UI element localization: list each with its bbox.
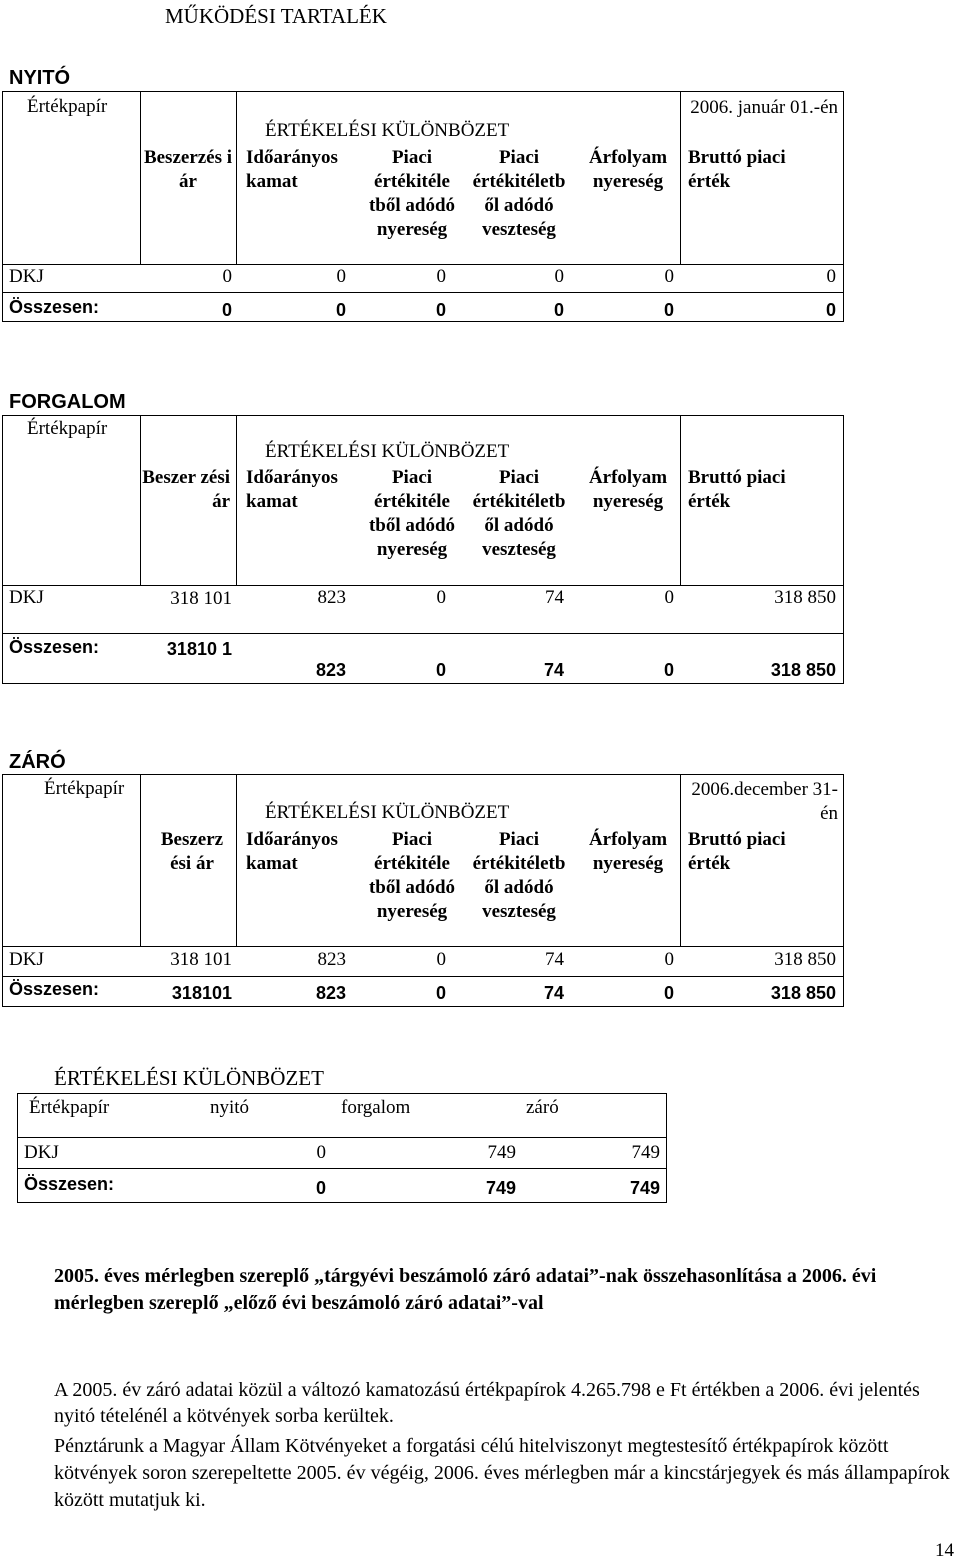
row-label: DKJ <box>9 587 44 608</box>
forgalom-header-piaci-nyereseg: Piaci értékitéle tből adódó nyereség <box>368 467 456 560</box>
cell: 823 <box>317 949 346 970</box>
zaro-date: 2006.december 31-én <box>691 779 838 824</box>
row-label: Összesen: <box>9 637 100 657</box>
cell: 0 <box>436 949 446 970</box>
nyito-hline <box>2 264 844 265</box>
nyito-header-arfolyam: Árfolyam nyereség <box>588 147 668 192</box>
cell: 0 <box>663 300 674 320</box>
cell: 74 <box>545 949 564 970</box>
nyito-section-title: NYITÓ <box>9 67 71 89</box>
cell: 318101 <box>171 983 232 1003</box>
zaro-header-paper: Értékpapír <box>44 778 125 799</box>
cell: 0 <box>826 266 836 287</box>
cell: 749 <box>487 1142 516 1163</box>
cell: 0 <box>336 266 346 287</box>
cell: 74 <box>545 587 564 608</box>
forgalom-vline <box>680 415 681 585</box>
cell: 823 <box>315 983 346 1003</box>
nyito-vline <box>236 91 237 264</box>
cell: 0 <box>335 300 346 320</box>
cell: 0 <box>663 660 674 680</box>
summary-hline <box>17 1168 667 1169</box>
zaro-header-arfolyam: Árfolyam nyereség <box>588 829 668 874</box>
cell: 318 850 <box>770 983 836 1003</box>
cell: 31810 1 <box>166 639 232 659</box>
cell: 318 850 <box>770 660 836 680</box>
summary-header-zaro: záró <box>526 1097 559 1118</box>
summary-hline <box>17 1137 667 1138</box>
cell: 823 <box>317 587 346 608</box>
page-number: 14 <box>935 1540 954 1561</box>
cell: 0 <box>553 300 564 320</box>
nyito-header-beszerzes: Beszerzés i ár <box>143 147 233 192</box>
nyito-header-idoaranyos: Időarányos kamat <box>246 147 338 192</box>
forgalom-header-beszerzes: Beszer zési ár <box>142 467 230 512</box>
cell: 0 <box>435 660 446 680</box>
summary-title: ÉRTÉKELÉSI KÜLÖNBÖZET <box>54 1066 324 1090</box>
nyito-hline <box>2 292 844 293</box>
forgalom-header-piaci-veszteseg: Piaci értékitéletb ől adódó veszteség <box>472 467 566 560</box>
cell: 0 <box>436 587 446 608</box>
zaro-vline <box>236 774 237 946</box>
cell: 0 <box>222 266 232 287</box>
summary-header-paper: Értékpapír <box>29 1097 110 1118</box>
zaro-hline <box>2 946 844 947</box>
forgalom-header-idoaranyos: Időarányos kamat <box>246 467 338 512</box>
row-label: DKJ <box>9 266 44 287</box>
cell: 749 <box>629 1178 660 1198</box>
cell: 0 <box>316 1142 326 1163</box>
nyito-header-brutto: Bruttó piaci érték <box>688 147 786 192</box>
cell: 749 <box>631 1142 660 1163</box>
cell: 0 <box>315 1178 326 1198</box>
row-label: DKJ <box>9 949 44 970</box>
cell: 0 <box>221 300 232 320</box>
cell: 749 <box>485 1178 516 1198</box>
row-label: Összesen: <box>9 979 100 999</box>
cell: 0 <box>554 266 564 287</box>
zaro-section-title: ZÁRÓ <box>9 751 66 773</box>
nyito-header-piaci-veszteseg: Piaci értékitéletb ől adódó veszteség <box>472 147 566 240</box>
forgalom-hline <box>2 633 844 634</box>
summary-header-nyito: nyitó <box>210 1097 250 1118</box>
cell: 0 <box>436 266 446 287</box>
nyito-date: 2006. január 01.-én <box>690 97 838 118</box>
cell: 318 850 <box>774 949 836 970</box>
cell: 0 <box>435 983 446 1003</box>
cell: 0 <box>664 949 674 970</box>
comparison-heading: 2005. éves mérlegben szereplő „tárgyévi beszámoló záró adatai”-nak összehasonlítása a 2006. évi mérlegben szereplő „előző évi beszámoló záró adatai”-val <box>54 1265 877 1314</box>
forgalom-header-paper: Értékpapír <box>27 418 108 439</box>
cell: 0 <box>825 300 836 320</box>
cell: 0 <box>663 983 674 1003</box>
zaro-header-piaci-veszteseg: Piaci értékitéletb ől adódó veszteség <box>472 829 566 922</box>
forgalom-hline <box>2 585 844 586</box>
summary-header-forgalom: forgalom <box>341 1097 411 1118</box>
zaro-header-beszerzes: Beszerz ési ár <box>160 829 224 874</box>
cell: 318 101 <box>170 588 232 609</box>
cell: 74 <box>543 983 564 1003</box>
zaro-header-brutto: Bruttó piaci érték <box>688 829 786 874</box>
nyito-group-header: ÉRTÉKELÉSI KÜLÖNBÖZET <box>265 120 510 141</box>
cell: 318 101 <box>170 949 232 970</box>
nyito-header-paper: Értékpapír <box>27 96 108 117</box>
paragraph-1: A 2005. év záró adatai közül a változó kamatozású értékpapírok 4.265.798 e Ft értékben a 2006. évi jelentés nyitó tételénél a kötvények sorba kerültek. <box>54 1379 920 1427</box>
paragraph-2: Pénztárunk a Magyar Állam Kötvényeket a forgatási célú hitelviszonyt megtestesítő értékpapírok között kötvények soron szerepeltette 2005. év végéig, 2006. éves mérlegben már a kincstárjegyek és más állampapírok között mutatjuk ki. <box>54 1435 950 1511</box>
cell: 823 <box>315 660 346 680</box>
cell: 0 <box>435 300 446 320</box>
row-label: Összesen: <box>9 297 100 317</box>
forgalom-header-arfolyam: Árfolyam nyereség <box>588 467 668 512</box>
row-label: Összesen: <box>24 1174 115 1194</box>
forgalom-section-title: FORGALOM <box>9 391 126 413</box>
forgalom-group-header: ÉRTÉKELÉSI KÜLÖNBÖZET <box>265 441 510 462</box>
nyito-header-piaci-nyereseg: Piaci értékitéle tből adódó nyereség <box>368 147 456 240</box>
cell: 74 <box>543 660 564 680</box>
row-label: DKJ <box>24 1142 59 1163</box>
page-title: MŰKÖDÉSI TARTALÉK <box>165 4 387 28</box>
cell: 0 <box>664 587 674 608</box>
forgalom-vline <box>236 415 237 585</box>
zaro-header-idoaranyos: Időarányos kamat <box>246 829 338 874</box>
zaro-hline <box>2 976 844 977</box>
cell: 0 <box>664 266 674 287</box>
zaro-group-header: ÉRTÉKELÉSI KÜLÖNBÖZET <box>265 802 510 823</box>
forgalom-header-brutto: Bruttó piaci érték <box>688 467 786 512</box>
zaro-vline <box>140 774 141 946</box>
cell: 318 850 <box>774 587 836 608</box>
zaro-header-piaci-nyereseg: Piaci értékitéle tből adódó nyereség <box>368 829 456 922</box>
